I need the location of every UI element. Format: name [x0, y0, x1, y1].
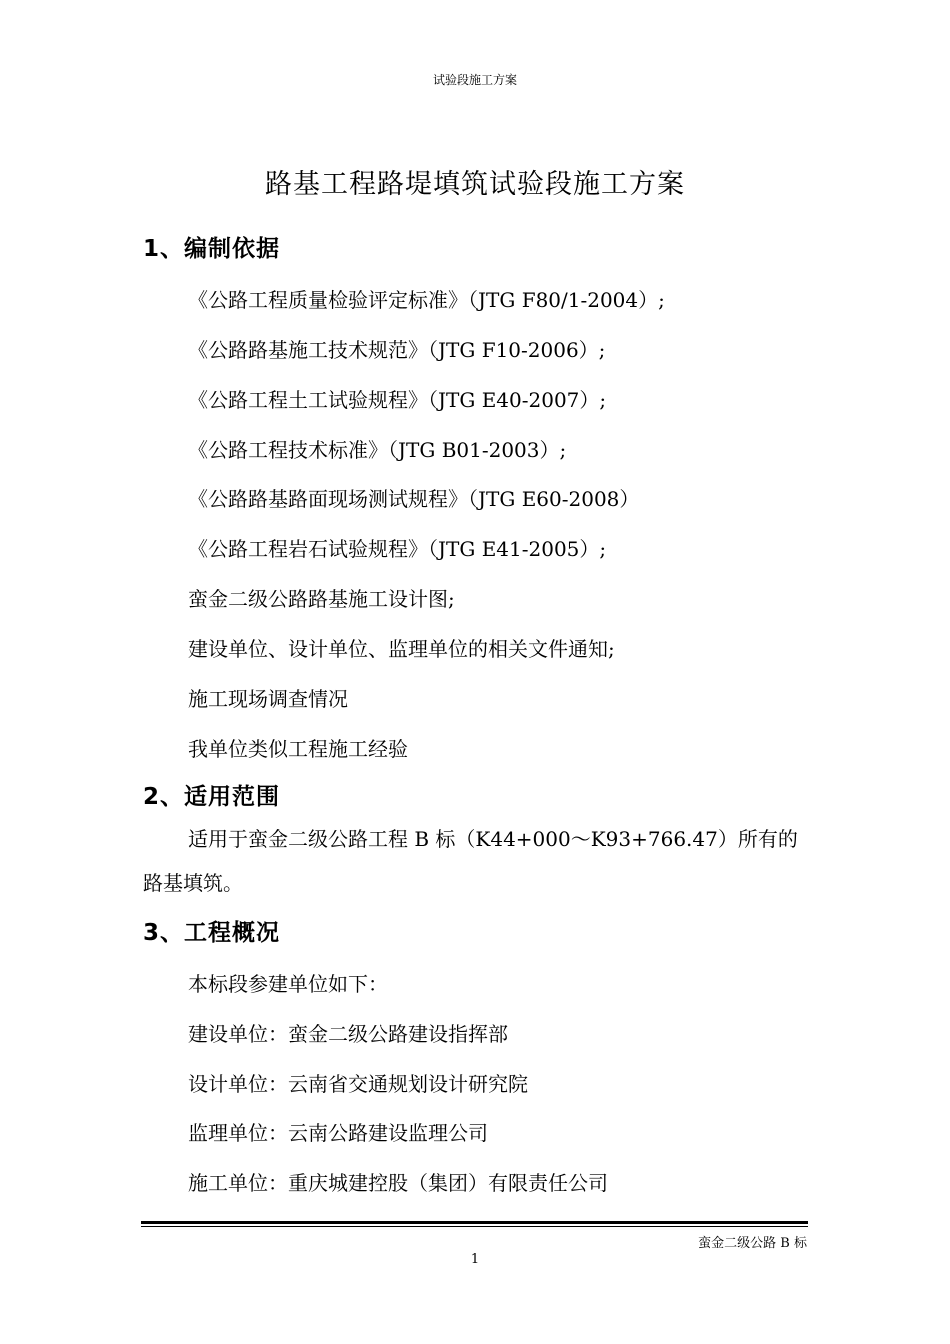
footer-project-label: 蛮金二级公路 B 标	[698, 1236, 807, 1251]
section-heading-basis: 1、编制依据	[143, 236, 281, 262]
overview-item: 本标段参建单位如下：	[188, 972, 388, 996]
scope-paragraph-line: 适用于蛮金二级公路工程 B 标（K44+000～K93+766.47）所有的	[188, 827, 798, 851]
basis-item: 《公路路基路面现场测试规程》（JTG E60-2008）	[188, 487, 640, 511]
page-number: 1	[470, 1252, 480, 1267]
section-heading-scope: 2、适用范围	[143, 784, 281, 810]
basis-item: 《公路工程质量检验评定标准》（JTG F80/1-2004）;	[188, 288, 665, 312]
overview-item: 监理单位：云南公路建设监理公司	[188, 1121, 488, 1145]
page-header: 试验段施工方案	[432, 73, 517, 87]
footer-divider-thin	[141, 1226, 808, 1227]
basis-item: 蛮金二级公路路基施工设计图;	[188, 587, 455, 611]
scope-paragraph-line: 路基填筑。	[143, 871, 243, 895]
basis-item: 《公路工程土工试验规程》（JTG E40-2007）;	[188, 388, 607, 412]
overview-item: 设计单位：云南省交通规划设计研究院	[188, 1072, 528, 1096]
basis-item: 我单位类似工程施工经验	[188, 737, 408, 761]
basis-item: 《公路工程技术标准》（JTG B01-2003）;	[188, 438, 567, 462]
basis-item: 施工现场调查情况	[188, 687, 348, 711]
overview-item: 施工单位：重庆城建控股（集团）有限责任公司	[188, 1171, 608, 1195]
overview-item: 建设单位：蛮金二级公路建设指挥部	[188, 1022, 508, 1046]
footer-divider	[141, 1221, 808, 1224]
document-title: 路基工程路堤填筑试验段施工方案	[265, 169, 685, 200]
basis-item: 《公路路基施工技术规范》（JTG F10-2006）;	[188, 338, 606, 362]
basis-item: 《公路工程岩石试验规程》（JTG E41-2005）;	[188, 537, 607, 561]
section-heading-overview: 3、工程概况	[143, 920, 281, 946]
basis-item: 建设单位、设计单位、监理单位的相关文件通知;	[188, 637, 615, 661]
